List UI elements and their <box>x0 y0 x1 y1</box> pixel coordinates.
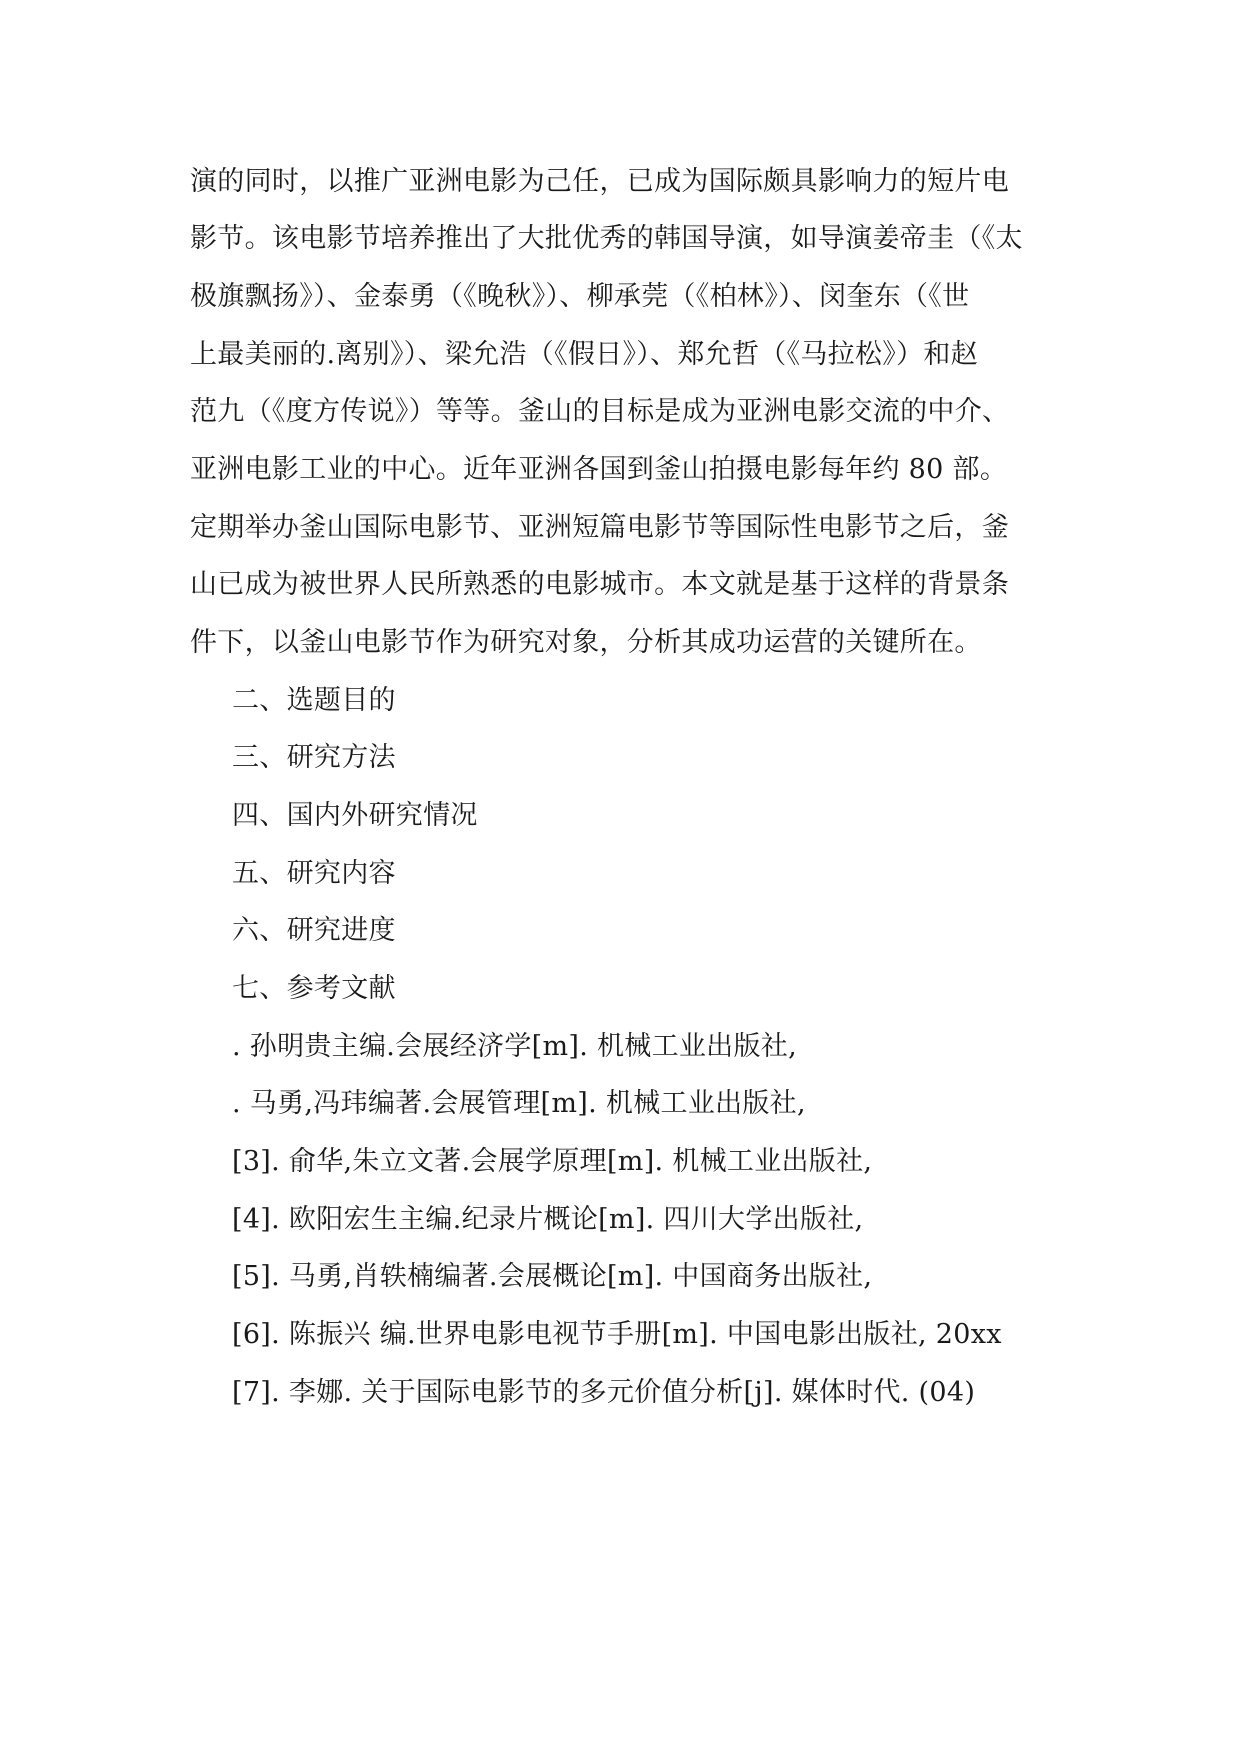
section-heading: 七、参考文献 <box>232 973 396 1004</box>
section-heading: 五、研究内容 <box>232 858 396 889</box>
body-paragraph-line: 山已成为被世界人民所熟悉的电影城市。本文就是基于这样的背景条 <box>190 569 1009 600</box>
section-heading: 四、国内外研究情况 <box>232 800 478 831</box>
body-paragraph-line: 极旗飘扬》）、金泰勇（《晚秋》）、柳承莞（《柏林》）、闵奎东（《世 <box>190 281 970 312</box>
body-paragraph-line: 定期举办釜山国际电影节、亚洲短篇电影节等国际性电影节之后，釜 <box>190 512 1009 543</box>
body-paragraph-line: 上最美丽的.离别》）、梁允浩（《假日》）、郑允哲（《马拉松》）和赵 <box>190 339 978 370</box>
body-paragraph-line: 亚洲电影工业的中心。近年亚洲各国到釜山拍摄电影每年约 80 部。 <box>190 454 1008 485</box>
reference-item: [6]. 陈振兴 编.世界电影电视节手册[m]. 中国电影出版社, 20xx <box>232 1319 1002 1350</box>
body-paragraph-line: 演的同时，以推广亚洲电影为己任，已成为国际颇具影响力的短片电 <box>190 166 1009 197</box>
reference-item: . 马勇,冯玮编著.会展管理[m]. 机械工业出版社, <box>232 1088 806 1119</box>
body-paragraph-line: 影节。该电影节培养推出了大批优秀的韩国导演，如导演姜帝圭（《太 <box>190 223 1023 254</box>
reference-item: [7]. 李娜. 关于国际电影节的多元价值分析[j]. 媒体时代. (04) <box>232 1377 976 1408</box>
section-heading: 六、研究进度 <box>232 915 396 946</box>
reference-item: [4]. 欧阳宏生主编.纪录片概论[m]. 四川大学出版社, <box>232 1204 864 1235</box>
section-heading: 二、选题目的 <box>232 685 396 716</box>
reference-item: [5]. 马勇,肖轶楠编著.会展概论[m]. 中国商务出版社, <box>232 1261 873 1292</box>
section-heading: 三、研究方法 <box>232 742 396 773</box>
reference-item: . 孙明贵主编.会展经济学[m]. 机械工业出版社, <box>232 1031 797 1062</box>
body-paragraph-line: 范九（《度方传说》）等等。釜山的目标是成为亚洲电影交流的中介、 <box>190 396 1010 427</box>
body-paragraph-line: 件下，以釜山电影节作为研究对象，分析其成功运营的关键所在。 <box>190 627 982 658</box>
reference-item: [3]. 俞华,朱立文著.会展学原理[m]. 机械工业出版社, <box>232 1146 873 1177</box>
